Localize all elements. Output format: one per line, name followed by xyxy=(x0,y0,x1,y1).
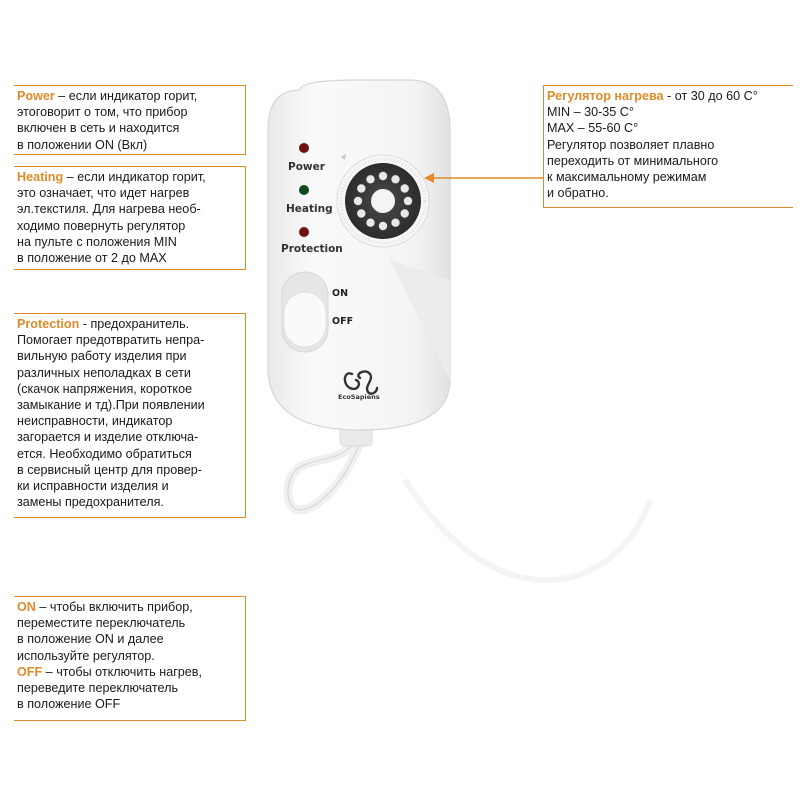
switch-on-label: ON xyxy=(332,288,349,299)
protection-led xyxy=(299,227,309,237)
dial-grip-icon xyxy=(366,219,374,227)
dial-grip-icon xyxy=(404,197,412,205)
protection-callout xyxy=(14,313,246,518)
heating-keyword: Heating xyxy=(17,170,64,184)
power-led xyxy=(299,143,309,153)
protection-description: - предохранитель. Помогает предотвратить непра- вильную работу изделия при различных неполадках в сети (скачок напряжения, короткое замыкание и тд).При появлении неисправности, индикатор загорается и изделие отключа- ется. Необходимо обратиться в сервисный центр для провер- ки исправности изделия и замены предохранителя. xyxy=(17,317,205,510)
switch-off-label: OFF xyxy=(332,316,354,327)
dial-grip-icon xyxy=(391,219,399,227)
dial-grip-icon xyxy=(401,184,409,192)
dial-grip-icon xyxy=(379,172,387,180)
dial-grip-icon xyxy=(357,184,365,192)
regulator-pointer xyxy=(420,160,550,200)
dial-grip-icon xyxy=(379,222,387,230)
regulator-keyword: Регулятор нагрева xyxy=(547,89,664,103)
on-keyword: ON xyxy=(17,600,36,614)
dial-grip-icon xyxy=(357,209,365,217)
dial-grip-icon xyxy=(354,197,362,205)
dial-grip-icon xyxy=(391,175,399,183)
on-off-callout xyxy=(14,596,246,721)
off-keyword: OFF xyxy=(17,664,43,679)
power-callout xyxy=(14,85,246,155)
power-label: Power xyxy=(288,161,325,173)
on-description: – чтобы включить прибор, переместите переключатель в положение ON и далее используйте регулятор. xyxy=(17,600,193,663)
power-switch[interactable] xyxy=(284,292,326,347)
regulator-description: - от 30 до 60 С° MIN – 30-35 С° MAX – 55-60 С° Регулятор позволяет плавно переходить от минимального к максимальному режимам и обратно. xyxy=(547,89,758,201)
protection-label: Protection xyxy=(281,243,343,255)
power-description: – если индикатор горит, этоговорит о том, что прибор включен в сеть и находится в положении ON (Вкл) xyxy=(17,89,198,152)
heating-description: – если индикатор горит, это означает, что идет нагрев эл.текстиля. Для нагрева необ- ходимо повернуть регулятор на пульте с положения MIN в положение от 2 до MAX xyxy=(17,170,206,266)
dial-grip-icon xyxy=(401,209,409,217)
heating-led xyxy=(299,185,309,195)
heating-callout xyxy=(14,166,246,270)
regulator-callout xyxy=(543,85,793,208)
brand-name: EcoSapiens xyxy=(338,393,380,401)
power-keyword: Power xyxy=(17,89,55,103)
dial-grip-icon xyxy=(366,175,374,183)
heating-label: Heating xyxy=(286,203,333,215)
off-description: – чтобы отключить нагрев, переведите переключатель в положение OFF xyxy=(17,664,202,712)
protection-keyword: Protection xyxy=(17,317,80,331)
